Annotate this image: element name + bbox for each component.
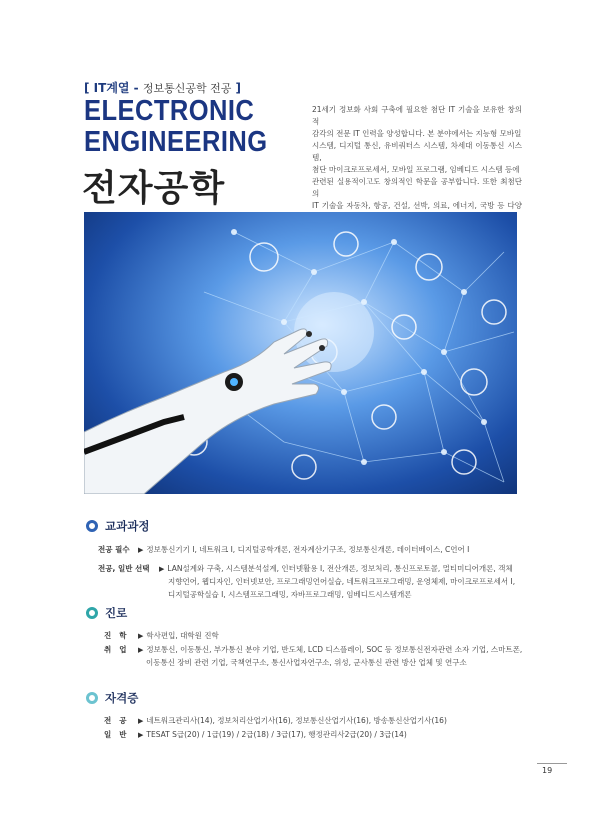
department-major: 정보통신공학 전공: [142, 82, 232, 95]
robot-hand-network-illustration: [84, 212, 517, 494]
department-bracket: [ IT계열 -: [84, 81, 143, 95]
english-title: [84, 96, 268, 158]
curriculum-heading: [86, 518, 149, 534]
job-label: 취업: [104, 645, 135, 654]
major-license-label: 전공: [104, 716, 135, 725]
study-label: 진학: [104, 631, 135, 640]
ring-bullet-icon: [86, 607, 98, 619]
job-line: ▶ 정보통신, 이동통신, 부가통신 분야 기업, 반도체, LCD 디스플레이, SOC 등 정보통신전자관련 소자 기업, 스마트폰,: [138, 645, 523, 654]
intro-line: 시스템, 디지털 통신, 유비쿼터스 시스템, 차세대 이동통신 시스템,: [312, 141, 522, 162]
triangle-arrow-icon: ▶: [138, 646, 144, 654]
ring-bullet-icon: [86, 692, 98, 704]
major-license-value: ▶ 네트워크관리사(14), 정보처리산업기사(16), 정보통신산업기사(16), 방송통신산업기사(16): [138, 716, 447, 725]
intro-line: 첨단 마이크로프로세서, 모바일 프로그램, 임베디드 시스템 등에: [312, 165, 520, 174]
general-license-label: 일반: [104, 730, 135, 739]
curriculum-title: 교과과정: [105, 519, 150, 533]
elective-label: 전공, 일반 선택: [98, 564, 150, 573]
career-heading: [86, 605, 127, 621]
job-line: 이동통신 장비 관련 기업, 국책연구소, 통신사업자연구소, 위성, 군사통신 관련 방산 업체 및 연구소: [146, 658, 467, 667]
triangle-arrow-icon: ▶: [138, 546, 144, 554]
license-title: 자격증: [105, 691, 139, 705]
study-value: ▶ 학사편입, 대학원 진학: [138, 631, 219, 640]
elective-line: ▶ LAN설계와 구축, 시스템분석설계, 인터넷활용 I, 전산개론, 정보처리, 통신프로토콜, 멀티미디어개론, 객체: [159, 564, 513, 573]
general-license-value: ▶ TESAT S급(20) / 1급(19) / 2급(18) / 3급(17), 행정관리사2급(20) / 3급(14): [138, 730, 407, 739]
intro-line: 감각의 전문 IT 인력을 양성합니다. 본 분야에서는 지능형 모바일: [312, 129, 522, 138]
curriculum-elective-row: [98, 562, 538, 602]
korean-title: 전자공학: [82, 168, 226, 209]
page-number: 19: [542, 766, 553, 775]
required-label: 전공 필수: [98, 545, 130, 554]
triangle-arrow-icon: ▶: [159, 565, 165, 573]
triangle-arrow-icon: ▶: [138, 717, 144, 725]
intro-line: IT 기술을 자동차, 항공, 건설, 선박, 의료, 에너지, 국방 등 다양: [312, 201, 522, 210]
english-title-line2: ENGINEERING: [84, 126, 268, 158]
page-number-rule: [537, 763, 567, 764]
department-bracket-close: ]: [231, 81, 242, 95]
elective-line: 지향언어, 웹디자인, 인터넷보안, 프로그래밍언어실습, 네트워크프로그래밍, 운영체제, 마이크로프로세서 I,: [168, 577, 516, 586]
elective-line: 디지털공학실습 I, 시스템프로그래밍, 자바프로그래밍, 임베디드시스템개론: [168, 590, 412, 599]
hero-image: [84, 212, 517, 494]
department-tag: [84, 79, 241, 96]
career-job-row: [104, 643, 544, 671]
triangle-arrow-icon: ▶: [138, 731, 144, 739]
ring-bullet-icon: [86, 520, 98, 532]
career-title: 진로: [105, 606, 128, 620]
english-title-line1: ELECTRONIC: [84, 95, 255, 127]
intro-line: 21세기 정보화 사회 구축에 필요한 첨단 IT 기술을 보유한 창의적: [312, 105, 522, 126]
triangle-arrow-icon: ▶: [138, 632, 144, 640]
license-heading: [86, 690, 138, 706]
intro-line: 관련된 실용적이고도 창의적인 학문을 공부합니다. 또한 최첨단의: [312, 177, 522, 198]
required-value: ▶ 정보통신기기 I, 네트워크 I, 디지털공학개론, 전자계산기구조, 정보통신개론, 데이터베이스, C언어 I: [138, 545, 470, 554]
